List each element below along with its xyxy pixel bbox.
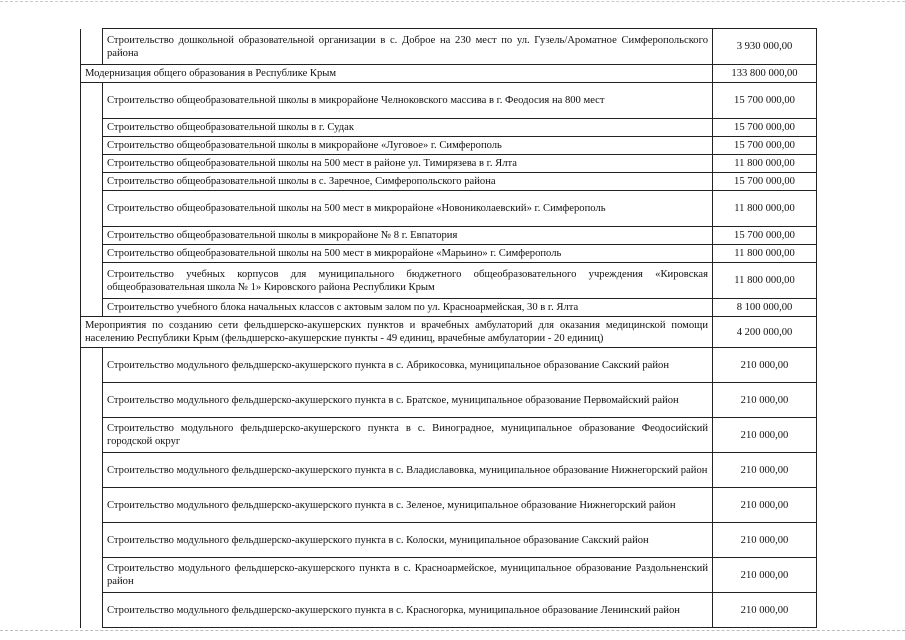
item-row [81, 245, 817, 263]
item-amount: 11 800 000,00 [713, 245, 817, 263]
indent-cell [81, 558, 103, 593]
scan-edge-bottom [0, 630, 905, 632]
item-description: Строительство общеобразовательной школы в микрорайоне Челноковского массива в г. Феодосия на 800 мест [103, 83, 713, 119]
item-amount: 15 700 000,00 [713, 227, 817, 245]
item-row [81, 299, 817, 317]
item-amount: 15 700 000,00 [713, 119, 817, 137]
item-row [81, 453, 817, 488]
item-row [81, 263, 817, 299]
budget-table-body [81, 29, 817, 628]
item-amount: 15 700 000,00 [713, 137, 817, 155]
item-description: Строительство учебных корпусов для муниципального бюджетного общеобразовательного учреждения «Кировская общеобразовательная школа № 1» Кировского района Республики Крым [103, 263, 713, 299]
item-row [81, 83, 817, 119]
item-description: Строительство общеобразовательной школы в с. Заречное, Симферопольского района [103, 173, 713, 191]
item-amount: 210 000,00 [713, 593, 817, 628]
item-row [81, 383, 817, 418]
indent-cell [81, 418, 103, 453]
item-row [81, 173, 817, 191]
item-amount: 11 800 000,00 [713, 263, 817, 299]
document-page [80, 28, 816, 628]
item-description: Строительство модульного фельдшерско-акушерского пункта в с. Красноармейское, муниципальное образование Раздольненский район [103, 558, 713, 593]
item-amount: 210 000,00 [713, 453, 817, 488]
item-description: Строительство модульного фельдшерско-акушерского пункта в с. Виноградное, муниципальное образование Феодосийский городской округ [103, 418, 713, 453]
indent-cell [81, 245, 103, 263]
scan-edge-top [0, 1, 905, 3]
item-row [81, 593, 817, 628]
item-row [81, 119, 817, 137]
item-description: Строительство модульного фельдшерско-акушерского пункта в с. Абрикосовка, муниципальное образование Сакский район [103, 348, 713, 383]
indent-cell [81, 173, 103, 191]
item-amount: 11 800 000,00 [713, 155, 817, 173]
item-row [81, 155, 817, 173]
item-row [81, 227, 817, 245]
item-row [81, 29, 817, 65]
item-description: Строительство общеобразовательной школы на 500 мест в микрорайоне «Марьино» г. Симферополь [103, 245, 713, 263]
item-description: Строительство модульного фельдшерско-акушерского пункта в с. Зеленое, муниципальное образование Нижнегорский район [103, 488, 713, 523]
item-row [81, 488, 817, 523]
item-amount: 210 000,00 [713, 418, 817, 453]
item-description: Строительство модульного фельдшерско-акушерского пункта в с. Колоски, муниципальное образование Сакский район [103, 523, 713, 558]
indent-cell [81, 383, 103, 418]
item-description: Строительство модульного фельдшерско-акушерского пункта в с. Братское, муниципальное образование Первомайский район [103, 383, 713, 418]
item-description: Строительство модульного фельдшерско-акушерского пункта в с. Красногорка, муниципальное образование Ленинский район [103, 593, 713, 628]
item-amount: 210 000,00 [713, 558, 817, 593]
item-description: Строительство общеобразовательной школы в микрорайоне «Луговое» г. Симферополь [103, 137, 713, 155]
item-amount: 15 700 000,00 [713, 83, 817, 119]
section-title: Мероприятия по созданию сети фельдшерско-акушерских пунктов и врачебных амбулаторий для оказания медицинской помощи населению Республики Крым (фельдшерско-акушерские пункты - 49 единиц, врачебные амбулатории - 20 единиц) [81, 317, 713, 348]
item-row [81, 418, 817, 453]
indent-cell [81, 227, 103, 245]
item-description: Строительство модульного фельдшерско-акушерского пункта в с. Владиславовка, муниципальное образование Нижнегорский район [103, 453, 713, 488]
indent-cell [81, 29, 103, 65]
item-row [81, 523, 817, 558]
indent-cell [81, 593, 103, 628]
item-description: Строительство общеобразовательной школы на 500 мест в микрорайоне «Новониколаевский» г. Симферополь [103, 191, 713, 227]
indent-cell [81, 155, 103, 173]
section-row [81, 317, 817, 348]
indent-cell [81, 191, 103, 227]
indent-cell [81, 488, 103, 523]
indent-cell [81, 83, 103, 119]
item-amount: 210 000,00 [713, 523, 817, 558]
item-amount: 210 000,00 [713, 488, 817, 523]
indent-cell [81, 137, 103, 155]
item-amount: 11 800 000,00 [713, 191, 817, 227]
item-row [81, 137, 817, 155]
indent-cell [81, 263, 103, 299]
indent-cell [81, 299, 103, 317]
item-amount: 15 700 000,00 [713, 173, 817, 191]
item-row [81, 191, 817, 227]
indent-cell [81, 119, 103, 137]
item-amount: 210 000,00 [713, 348, 817, 383]
item-description: Строительство общеобразовательной школы в микрорайоне № 8 г. Евпатория [103, 227, 713, 245]
section-row [81, 65, 817, 83]
item-row [81, 558, 817, 593]
section-amount: 133 800 000,00 [713, 65, 817, 83]
item-description: Строительство общеобразовательной школы в г. Судак [103, 119, 713, 137]
item-description: Строительство общеобразовательной школы на 500 мест в районе ул. Тимирязева в г. Ялта [103, 155, 713, 173]
item-amount: 3 930 000,00 [713, 29, 817, 65]
indent-cell [81, 523, 103, 558]
item-row [81, 348, 817, 383]
item-amount: 210 000,00 [713, 383, 817, 418]
section-amount: 4 200 000,00 [713, 317, 817, 348]
section-title: Модернизация общего образования в Республике Крым [81, 65, 713, 83]
item-amount: 8 100 000,00 [713, 299, 817, 317]
item-description: Строительство учебного блока начальных классов с актовым залом по ул. Красноармейская, 30 в г. Ялта [103, 299, 713, 317]
budget-table [80, 28, 817, 628]
indent-cell [81, 348, 103, 383]
item-description: Строительство дошкольной образовательной организации в с. Доброе на 230 мест по ул. Гузель/Ароматное Симферопольского района [103, 29, 713, 65]
indent-cell [81, 453, 103, 488]
